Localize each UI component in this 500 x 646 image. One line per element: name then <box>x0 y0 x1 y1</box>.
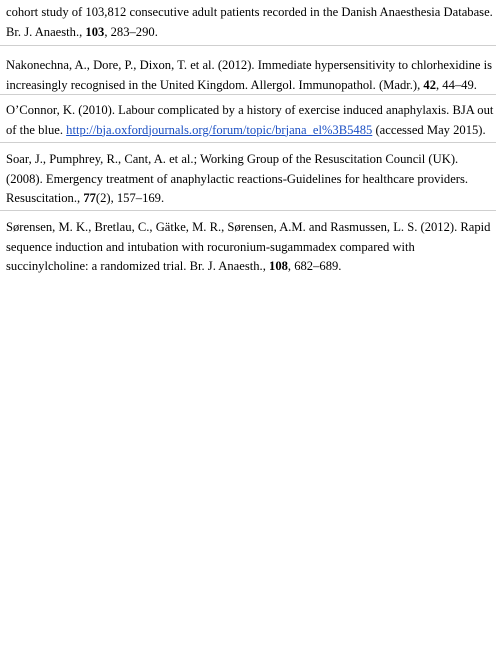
reference-divider <box>0 94 496 95</box>
reference-text: Soar, J., Pumphrey, R., Cant, A. et al.; Working Group of the Resuscitation Council (UK). (2008). Emergency treatment of anaphylactic reactions-Guidelines for healthcare providers. Resuscitation., <box>6 152 469 205</box>
reference-text: cohort study of 103,812 consecutive adult patients recorded in the Danish Anaesthesia Database. Br. J. Anaesth., <box>6 5 493 39</box>
reference-text: O’Connor, K. (2010). Labour complicated by a history of exercise induced anaphylaxis. BJA out of the blue. <box>6 103 494 137</box>
reference-divider <box>0 142 496 143</box>
reference-volume: 108 <box>269 259 288 273</box>
reference-pages: , 283–290. <box>104 24 158 39</box>
reference-pages: , 682–689. <box>287 259 342 273</box>
reference-volume: 103 <box>85 24 105 39</box>
reference-entry-1 <box>6 3 494 42</box>
reference-volume: 42 <box>423 77 436 92</box>
reference-entry-5 <box>6 218 494 277</box>
reference-volume: 77 <box>83 191 96 205</box>
reference-pages: (2), 157–169. <box>95 191 165 205</box>
reference-pages: , 44–49. <box>435 77 477 92</box>
reference-divider <box>0 210 496 211</box>
reference-entry-3 <box>6 101 494 140</box>
reference-text: Nakonechna, A., Dore, P., Dixon, T. et al. (2012). Immediate hypersensitivity to chlorhexidine is increasingly recognised in the United Kingdom. Allergol. Immunopathol. (Madr.), <box>6 58 493 92</box>
reference-entry-2 <box>6 56 494 95</box>
reference-link[interactable]: http://bja.oxfordjournals.org/forum/topic/brjana_el%3B5485 <box>66 122 373 137</box>
reference-divider <box>0 45 496 46</box>
reference-access-note: (accessed May 2015). <box>372 122 486 137</box>
reference-entry-4 <box>6 150 494 209</box>
reference-text: Sørensen, M. K., Bretlau, C., Gätke, M. R., Sørensen, A.M. and Rasmussen, L. S. (2012). Rapid sequence induction and intubation with rocuronium-sugammadex compared with succinylcholine: a randomized trial. Br. J. Anaesth., <box>6 220 491 273</box>
